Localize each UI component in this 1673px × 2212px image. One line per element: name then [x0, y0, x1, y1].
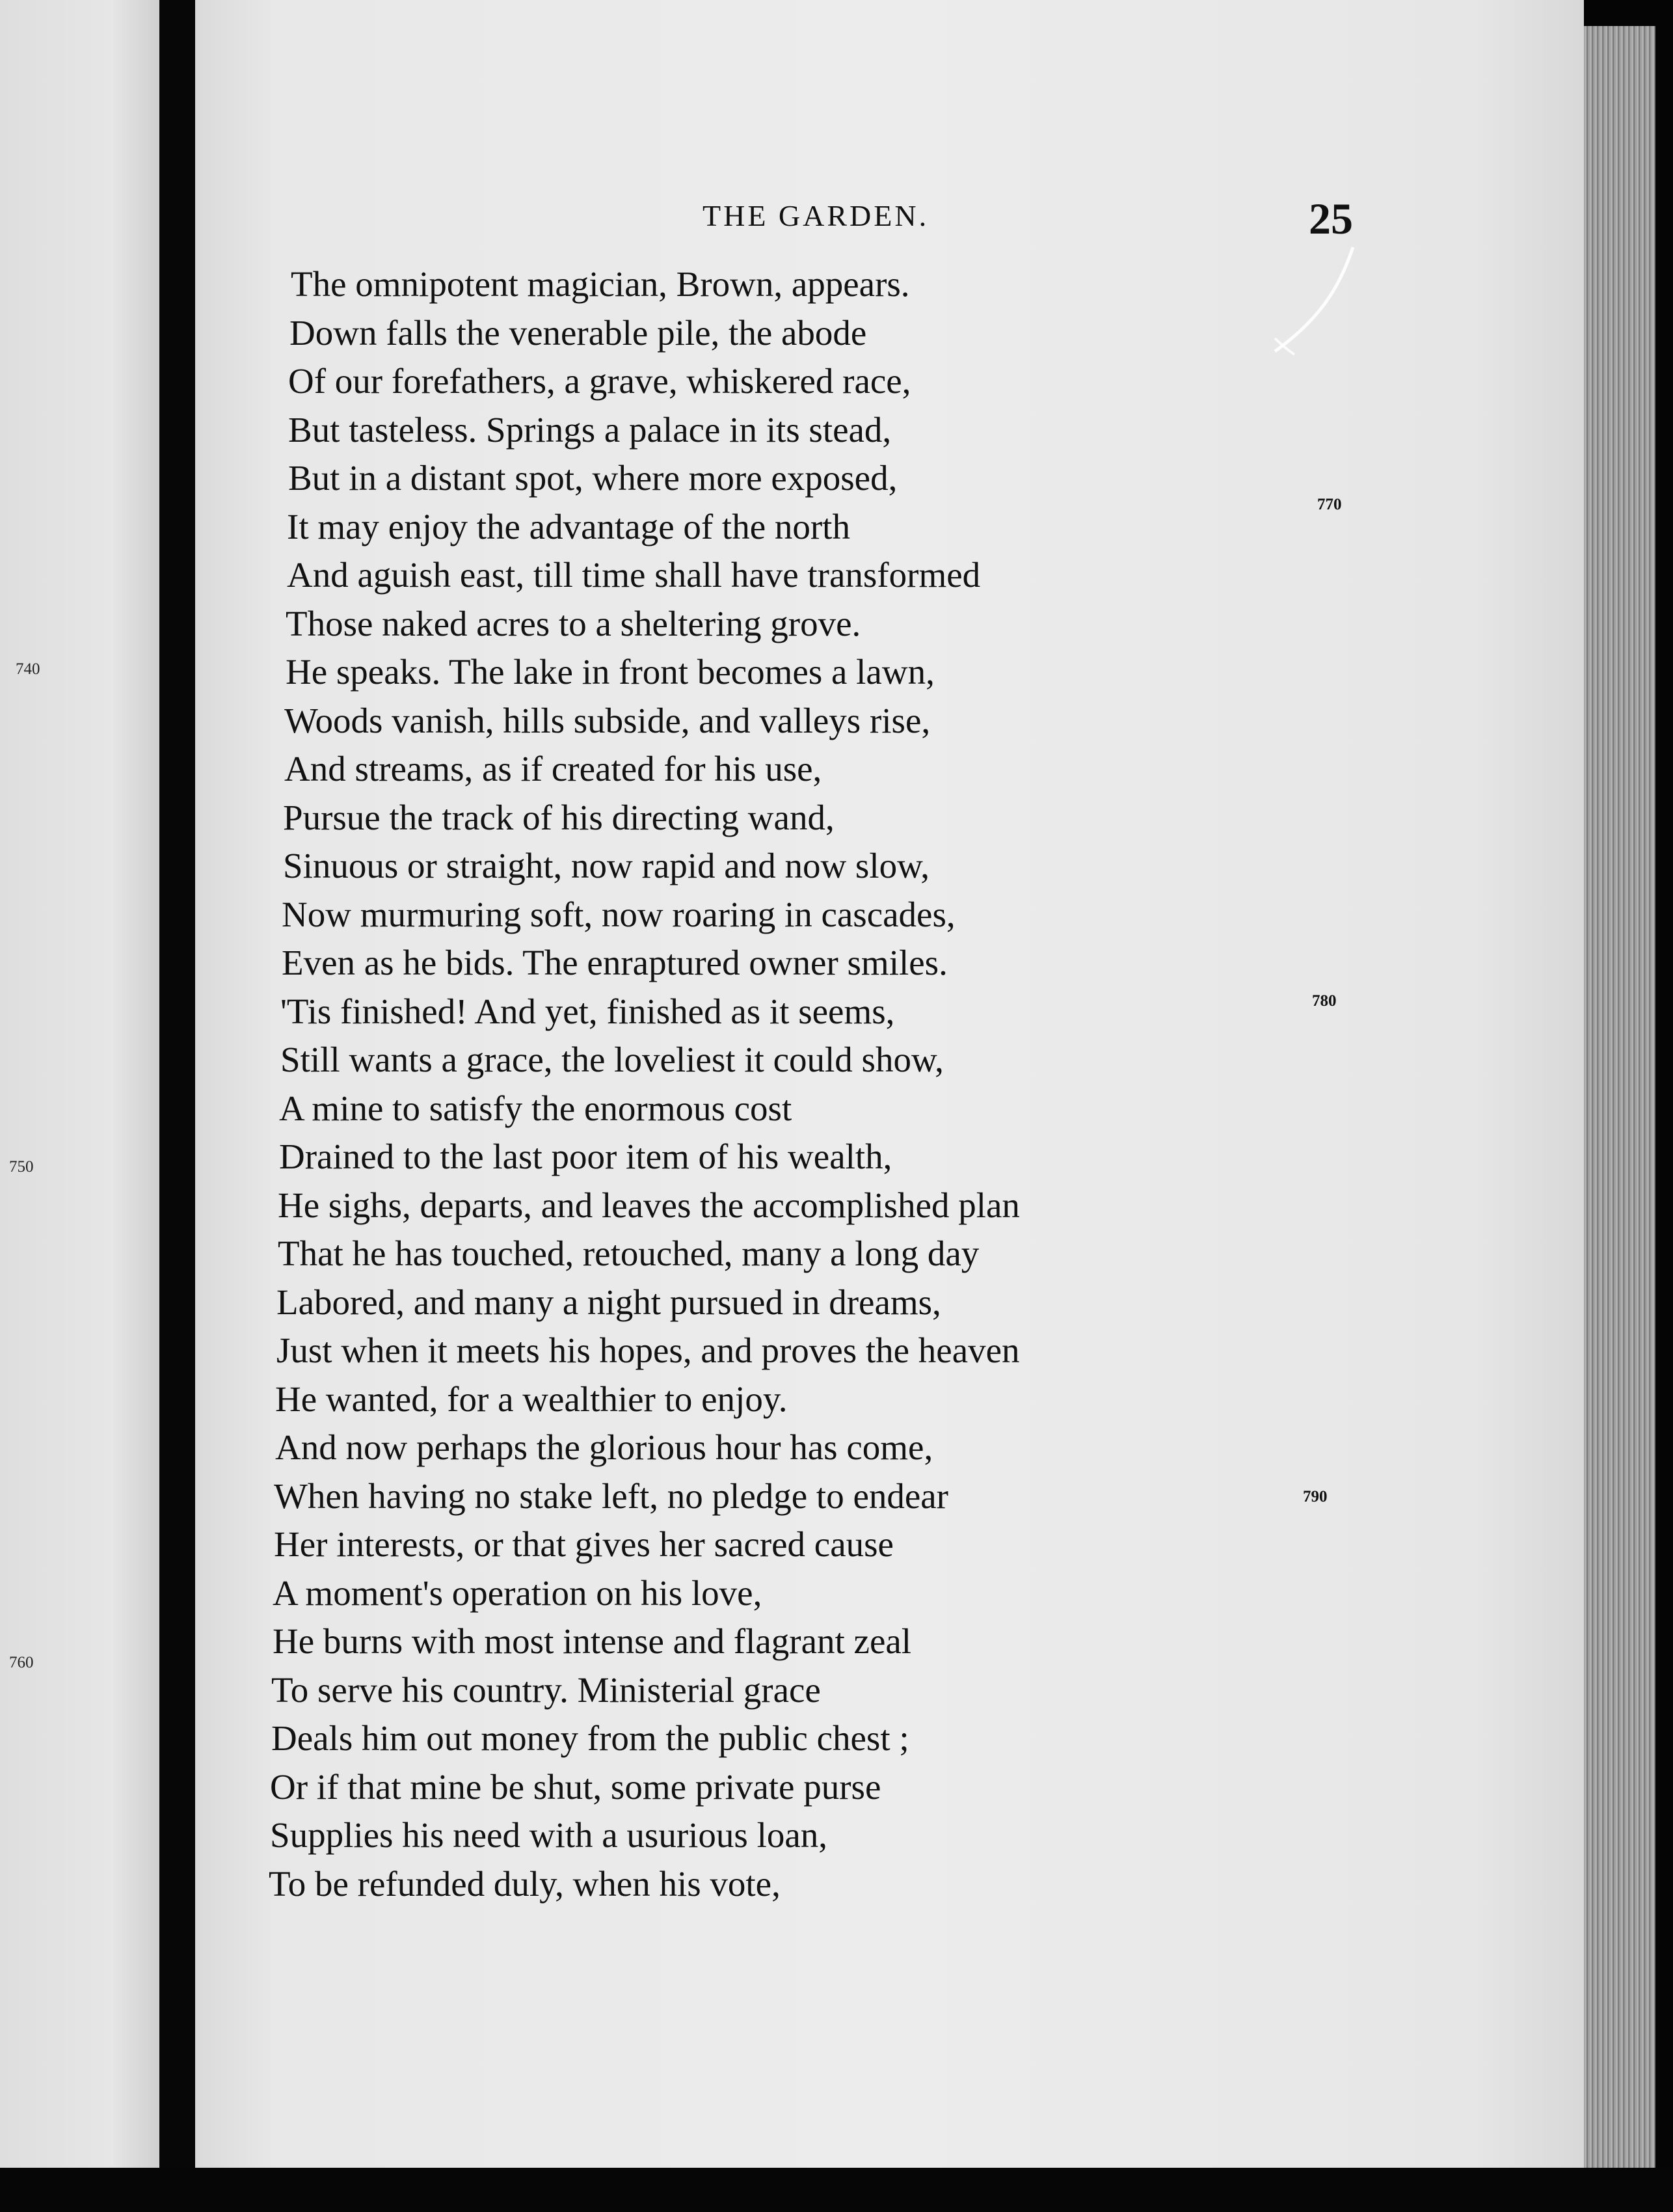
poem-line: Just when it meets his hopes, and proves the heaven — [276, 1330, 1020, 1370]
line-number-770: 770 — [1317, 496, 1342, 513]
poem-line: When having no stake left, no pledge to endear — [274, 1476, 948, 1516]
poem-line: Drained to the last poor item of his wealth, — [279, 1137, 892, 1176]
poem-text — [263, 260, 1020, 1908]
scan-border — [0, 2168, 1673, 2212]
poem-line: Her interests, or that gives her sacred cause — [274, 1524, 894, 1564]
pencil-check-mark-icon — [1255, 241, 1359, 364]
poem-line: Deals him out money from the public chest ; — [271, 1718, 909, 1758]
poem-line: 'Tis finished! And yet, finished as it seems, — [280, 991, 895, 1031]
poem-line: But in a distant spot, where more exposed, — [288, 458, 898, 498]
poem-line: Those naked acres to a sheltering grove. — [286, 603, 861, 643]
poem-line: Even as he bids. The enraptured owner smiles. — [282, 943, 948, 982]
poem-line: Of our forefathers, a grave, whiskered race, — [288, 361, 911, 401]
line-number-780: 780 — [1312, 992, 1337, 1010]
page-edges — [1584, 26, 1655, 2173]
previous-page-line-number-740: 740 — [16, 660, 40, 678]
poem-line: Pursue the track of his directing wand, — [283, 797, 835, 837]
poem-line: He burns with most intense and flagrant zeal — [273, 1621, 912, 1661]
book-gutter — [159, 0, 198, 2212]
poem-line: He speaks. The lake in front becomes a lawn, — [286, 652, 935, 692]
poem-line: Woods vanish, hills subside, and valleys rise, — [284, 700, 931, 740]
poem-line: Down falls the venerable pile, the abode — [289, 312, 867, 353]
previous-page — [0, 0, 159, 2168]
page-number: 25 — [1309, 194, 1353, 243]
poem-line: And now perhaps the glorious hour has come, — [275, 1427, 933, 1467]
poem-line: Supplies his need with a usurious loan, — [270, 1815, 828, 1855]
poem-line: That he has touched, retouched, many a long day — [278, 1234, 980, 1273]
poem-line: It may enjoy the advantage of the north — [287, 506, 850, 546]
poem-line: To be refunded duly, when his vote, — [269, 1863, 781, 1904]
poem-line: Labored, and many a night pursued in dreams, — [276, 1282, 941, 1322]
poem-line: And aguish east, till time shall have transformed — [287, 555, 981, 595]
poem-line: He sighs, departs, and leaves the accomplished plan — [278, 1185, 1020, 1225]
poem-line: Still wants a grace, the loveliest it could show, — [280, 1040, 944, 1079]
poem-line: To serve his country. Ministerial grace — [271, 1669, 821, 1710]
line-number-790: 790 — [1303, 1488, 1328, 1505]
poem-line: A moment's operation on his love, — [273, 1572, 762, 1613]
poem-line: He wanted, for a wealthier to enjoy. — [275, 1379, 788, 1419]
poem-line: And streams, as if created for his use, — [284, 749, 822, 789]
poem-line: The omnipotent magician, Brown, appears. — [291, 264, 910, 304]
poem-line: Now murmuring soft, now roaring in cascades, — [282, 894, 956, 934]
poem-line: But tasteless. Springs a palace in its stead, — [288, 409, 892, 450]
poem-line: A mine to satisfy the enormous cost — [279, 1088, 792, 1128]
previous-page-line-number-760: 760 — [9, 1654, 34, 1671]
previous-page-line-number-750: 750 — [9, 1158, 34, 1176]
poem-line: Or if that mine be shut, some private purse — [270, 1766, 881, 1807]
running-head: THE GARDEN. — [703, 199, 930, 232]
poem-line: Sinuous or straight, now rapid and now slow, — [283, 846, 930, 885]
